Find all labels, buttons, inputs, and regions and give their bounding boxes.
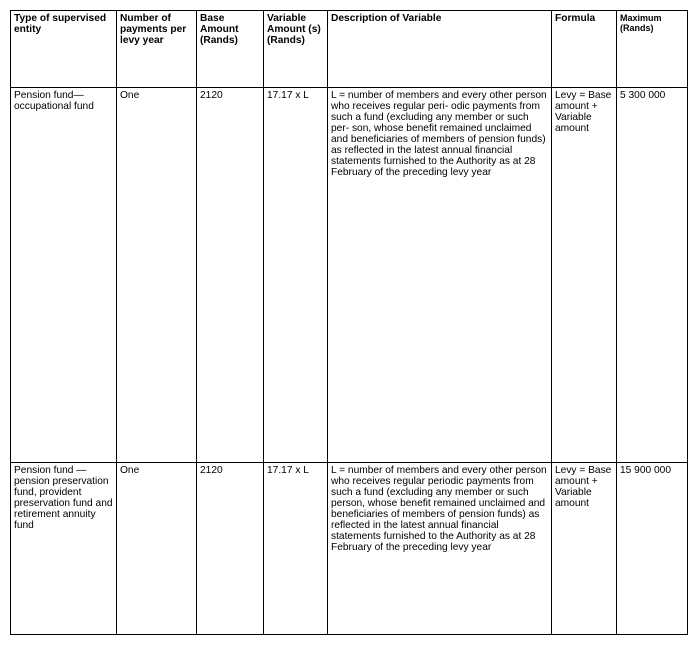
cell-description: L = number of members and every other person who receives regular periodic payments from such a fund (excluding any member or such person, whose benefit remained unclaimed and beneficiaries of members of pension funds) as reflected in the latest annual financial statements furnished to the Authority as at 28 February of the preceding levy year	[328, 463, 552, 635]
header-base-amount: Base Amount (Rands)	[197, 11, 264, 88]
header-variable-amount: Variable Amount (s) (Rands)	[264, 11, 328, 88]
cell-payments: One	[117, 463, 197, 635]
header-description: Description of Variable	[328, 11, 552, 88]
cell-variable-amount: 17.17 x L	[264, 88, 328, 463]
header-type: Type of supervised entity	[11, 11, 117, 88]
header-row	[11, 11, 688, 88]
cell-maximum: 15 900 000	[617, 463, 688, 635]
cell-base-amount: 2120	[197, 463, 264, 635]
header-formula: Formula	[552, 11, 617, 88]
cell-description: L = number of members and every other person who receives regular peri- odic payments from such a fund (excluding any member or such per- son, whose benefit remained unclaimed and beneficiaries of members of pension funds) as reflected in the latest annual financial statements furnished to the Authority as at 28 February of the preceding levy year	[328, 88, 552, 463]
header-payments: Number of payments per levy year	[117, 11, 197, 88]
header-maximum: Maximum (Rands)	[617, 11, 688, 88]
cell-formula: Levy = Base amount + Variable amount	[552, 463, 617, 635]
cell-variable-amount: 17.17 x L	[264, 463, 328, 635]
levy-table	[10, 10, 688, 635]
table-row	[11, 88, 688, 463]
cell-type: Pension fund — pension preservation fund, provident preservation fund and retirement annuity fund	[11, 463, 117, 635]
cell-type: Pension fund—occupational fund	[11, 88, 117, 463]
cell-base-amount: 2120	[197, 88, 264, 463]
cell-formula: Levy = Base amount + Variable amount	[552, 88, 617, 463]
cell-payments: One	[117, 88, 197, 463]
cell-maximum: 5 300 000	[617, 88, 688, 463]
table-row	[11, 463, 688, 635]
